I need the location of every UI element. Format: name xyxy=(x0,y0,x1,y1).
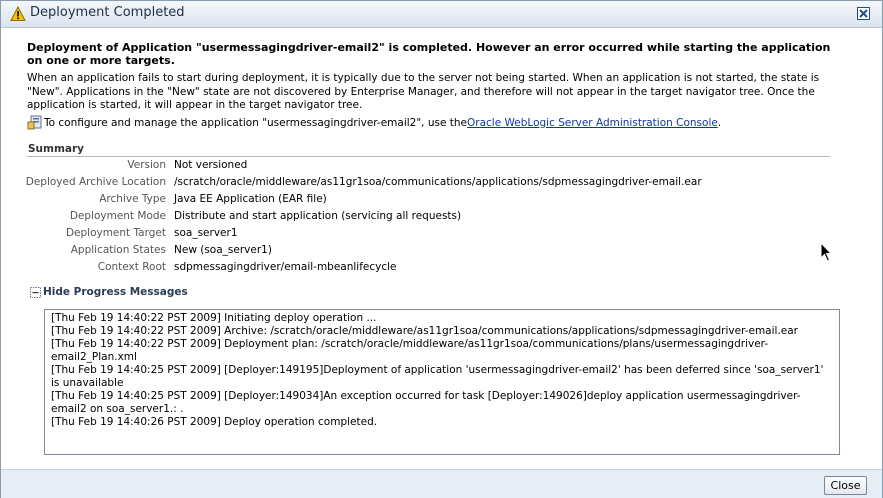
log-line: [Thu Feb 19 14:40:22 PST 2009] Deployment plan: /scratch/oracle/middleware/as11gr1soa/communications/plans/usermessagingdriver-email2_Plan.xml xyxy=(51,338,769,363)
summary-row-deployment-mode xyxy=(27,210,827,227)
collapse-icon xyxy=(30,287,41,298)
dialog-footer xyxy=(1,469,882,498)
summary-label: Deployed Archive Location xyxy=(25,176,166,188)
summary-value: Not versioned xyxy=(174,159,248,171)
summary-label: Version xyxy=(127,159,166,171)
summary-value: soa_server1 xyxy=(174,227,238,239)
close-icon[interactable] xyxy=(857,7,870,20)
summary-divider xyxy=(27,156,830,157)
summary-row-archive-type xyxy=(27,193,827,210)
summary-value: /scratch/oracle/middleware/as11gr1soa/communications/applications/sdpmessagingdriver-email.ear xyxy=(174,176,702,188)
weblogic-console-link[interactable]: Oracle WebLogic Server Administration Console xyxy=(467,116,718,129)
summary-row-version xyxy=(27,159,827,176)
configure-suffix: . xyxy=(717,116,722,129)
summary-row-application-states xyxy=(27,244,827,261)
summary-label: Context Root xyxy=(97,261,166,273)
summary-heading: Summary xyxy=(28,143,85,155)
log-line: [Thu Feb 19 14:40:25 PST 2009] [Deployer:149034]An exception occurred for task [Deployer:149026]deploy application usermessagingdriver-email2 on soa_server1.: . xyxy=(51,390,801,415)
summary-value: Java EE Application (EAR file) xyxy=(174,193,327,205)
summary-row-archive-location xyxy=(27,176,827,193)
application-icon xyxy=(27,115,42,130)
mouse-pointer-icon xyxy=(820,242,832,262)
warning-icon xyxy=(10,6,26,22)
close-button[interactable]: Close xyxy=(824,476,867,495)
summary-value: New (soa_server1) xyxy=(174,244,272,256)
hide-progress-toggle[interactable] xyxy=(30,286,188,298)
log-line: [Thu Feb 19 14:40:22 PST 2009] Archive: /scratch/oracle/middleware/as11gr1soa/communications/applications/sdpmessagingdriver-email.ear xyxy=(51,325,798,337)
summary-value: Distribute and start application (servicing all requests) xyxy=(174,210,462,222)
log-line: [Thu Feb 19 14:40:25 PST 2009] [Deployer:149195]Deployment of application 'usermessagingdriver-email2' has been deferred since 'soa_server1' is unavailable xyxy=(51,364,827,389)
deployment-explanation: When an application fails to start during deployment, it is typically due to the server not being started. When an application is not started, the state is "New". Applications in the "New" state are not discovered by Enterprise Manager, and therefore will not appear in the target navigator tree. Once the application is started, it will appear in the target navigator tree. xyxy=(27,72,820,111)
configure-instructions xyxy=(27,115,721,130)
summary-label: Archive Type xyxy=(99,193,166,205)
dialog-title: Deployment Completed xyxy=(30,5,185,20)
summary-row-deployment-target xyxy=(27,227,827,244)
dialog-titlebar xyxy=(1,1,882,28)
hide-progress-label: Hide Progress Messages xyxy=(43,286,188,298)
summary-label: Deployment Target xyxy=(65,227,166,239)
summary-row-context-root xyxy=(27,261,827,278)
summary-label: Application States xyxy=(70,244,166,256)
log-line: [Thu Feb 19 14:40:22 PST 2009] Initiating deploy operation ... xyxy=(51,312,377,324)
summary-label: Deployment Mode xyxy=(69,210,166,222)
progress-messages-log[interactable] xyxy=(44,309,840,455)
configure-text: To configure and manage the application "usermessagingdriver-email2", use the xyxy=(44,116,468,129)
log-line: [Thu Feb 19 14:40:26 PST 2009] Deploy operation completed. xyxy=(51,416,378,428)
summary-value: sdpmessagingdriver/email-mbeanlifecycle xyxy=(174,261,397,273)
deployment-error-heading: Deployment of Application "usermessagingdriver-email2" is completed. However an error occurred while starting the application on one or more targets. xyxy=(27,41,831,67)
